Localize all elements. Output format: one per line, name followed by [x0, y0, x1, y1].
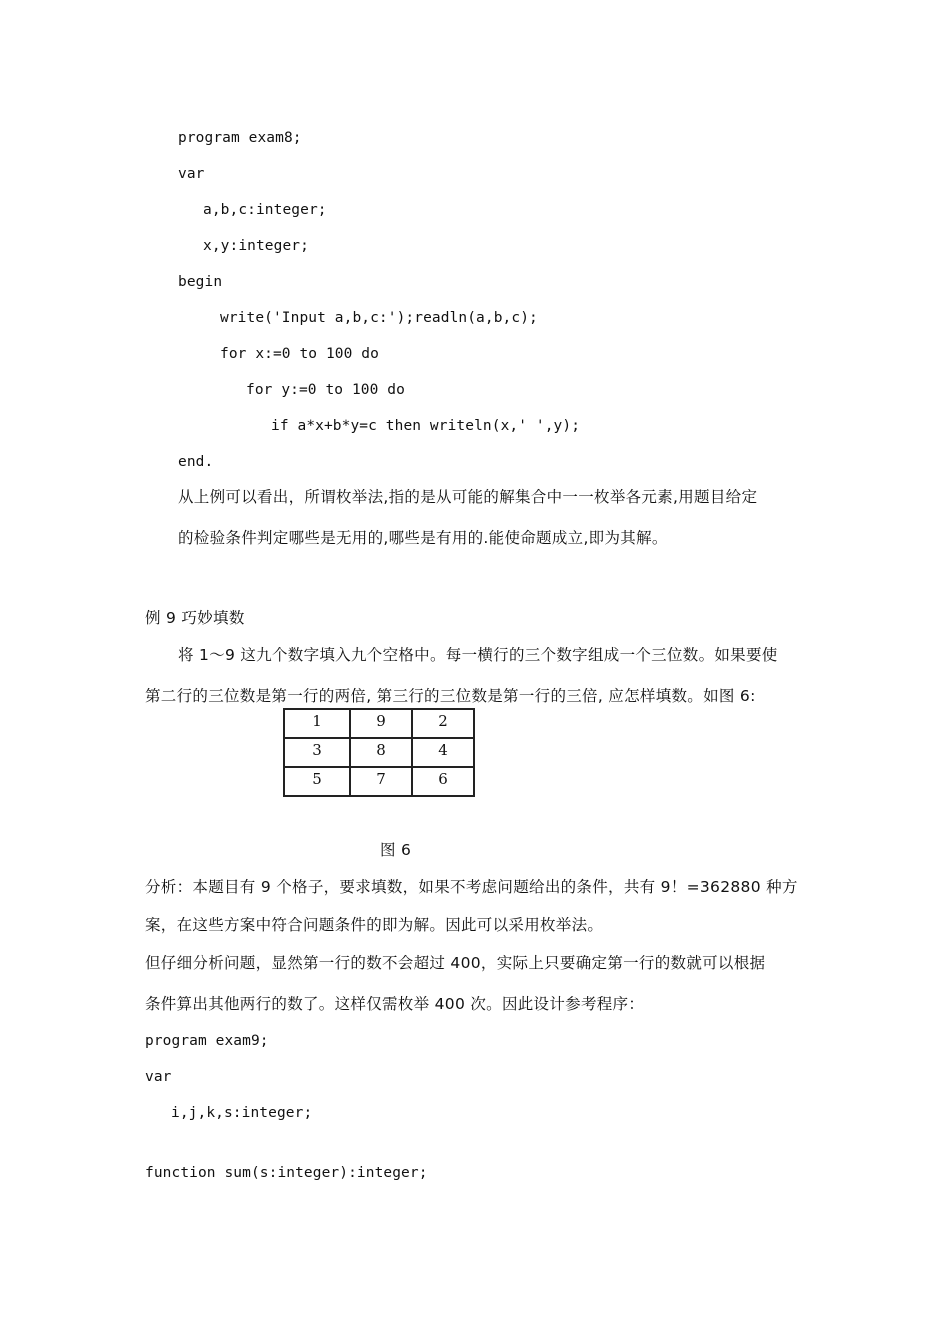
- grid-cell: 8: [350, 738, 412, 767]
- code-line: function sum(s:integer):integer;: [145, 1165, 428, 1181]
- number-grid: [283, 708, 475, 797]
- analysis-line: 案，在这些方案中符合问题条件的即为解。因此可以采用枚举法。: [145, 916, 604, 934]
- problem-line: 第二行的三位数是第一行的两倍, 第三行的三位数是第一行的三倍, 应怎样填数。如图 6:: [145, 687, 756, 705]
- grid-row: [284, 767, 474, 796]
- code-line: i,j,k,s:integer;: [171, 1105, 313, 1121]
- grid-cell: 1: [284, 709, 350, 738]
- code-line: for x:=0 to 100 do: [220, 346, 379, 362]
- grid-cell: 2: [412, 709, 474, 738]
- paragraph-line: 的检验条件判定哪些是无用的,哪些是有用的.能使命题成立,即为其解。: [178, 529, 668, 547]
- code-line: for y:=0 to 100 do: [246, 382, 405, 398]
- code-line: var: [145, 1069, 172, 1085]
- figure-caption: 图 6: [380, 841, 412, 859]
- code-line: var: [178, 166, 205, 182]
- grid-row: [284, 738, 474, 767]
- grid-cell: 4: [412, 738, 474, 767]
- analysis-line: 分析：本题目有 9 个格子，要求填数，如果不考虑问题给出的条件，共有 9！=362880 种方: [145, 878, 798, 896]
- code-line: end.: [178, 454, 214, 470]
- code-line: a,b,c:integer;: [203, 202, 327, 218]
- analysis-line: 但仔细分析问题，显然第一行的数不会超过 400，实际上只要确定第一行的数就可以根据: [145, 954, 766, 972]
- example-title: 例 9 巧妙填数: [145, 609, 245, 627]
- code-line: begin: [178, 274, 223, 290]
- grid-cell: 3: [284, 738, 350, 767]
- analysis-line: 条件算出其他两行的数了。这样仅需枚举 400 次。因此设计参考程序：: [145, 995, 645, 1013]
- code-line: if a*x+b*y=c then writeln(x,' ',y);: [271, 418, 581, 434]
- code-line: x,y:integer;: [203, 238, 309, 254]
- grid-cell: 5: [284, 767, 350, 796]
- grid-cell: 7: [350, 767, 412, 796]
- grid-row: [284, 709, 474, 738]
- grid-cell: 9: [350, 709, 412, 738]
- code-line: program exam9;: [145, 1033, 269, 1049]
- code-line: program exam8;: [178, 130, 302, 146]
- code-line: write('Input a,b,c:');readln(a,b,c);: [220, 310, 538, 326]
- problem-line: 将 1～9 这九个数字填入九个空格中。每一横行的三个数字组成一个三位数。如果要使: [178, 646, 778, 664]
- paragraph-line: 从上例可以看出，所谓枚举法,指的是从可能的解集合中一一枚举各元素,用题目给定: [178, 488, 758, 506]
- grid-cell: 6: [412, 767, 474, 796]
